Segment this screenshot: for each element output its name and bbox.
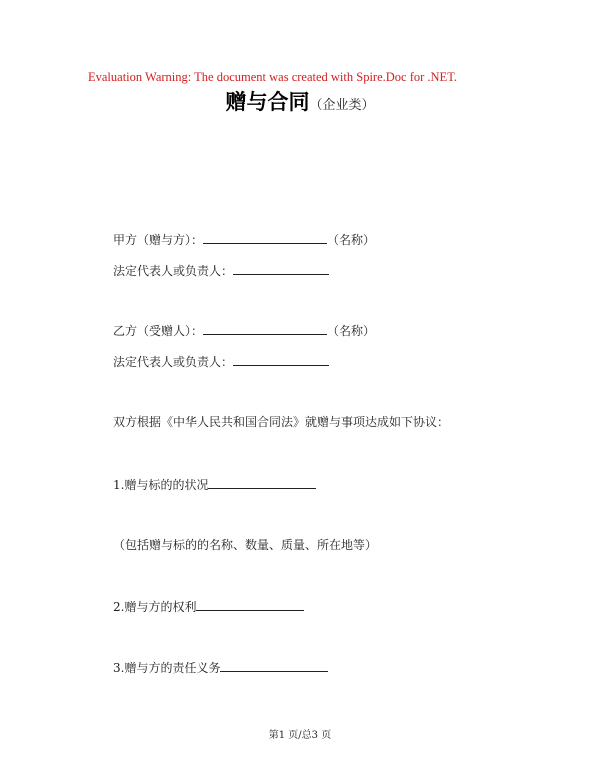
clause-2-label: 2.赠与方的权利 [113, 600, 197, 614]
party-b-label: 乙方（受赠人）： [113, 324, 204, 338]
party-b-rep-label: 法定代表人或负责人： [113, 355, 234, 369]
clause-1-note: （包括赠与标的的名称、数量、质量、所在地等） [113, 538, 378, 552]
clause-2 [113, 598, 304, 615]
page-footer: 第1 页/总3 页 [268, 730, 332, 741]
clause-3-label: 3.赠与方的责任义务 [113, 661, 221, 675]
party-b-rep-line [113, 353, 329, 370]
party-a-line [113, 231, 375, 248]
party-a-rep-blank [233, 262, 329, 275]
agreement-intro: 双方根据《中华人民共和国合同法》就赠与事项达成如下协议： [113, 415, 450, 429]
party-b-suffix: （名称） [327, 324, 376, 338]
party-b-rep-blank [233, 353, 329, 366]
clause-3-blank [220, 659, 328, 672]
clause-3 [113, 659, 328, 676]
clause-2-blank [196, 598, 304, 611]
party-a-label: 甲方（赠与方）： [113, 233, 204, 247]
party-a-suffix: （名称） [327, 233, 376, 247]
title-main: 赠与合同 [225, 90, 310, 114]
clause-1 [113, 476, 316, 493]
title-subtitle: （企业类） [309, 98, 375, 113]
clause-1-label: 1.赠与标的的状况 [113, 478, 209, 492]
party-a-name-blank [203, 231, 327, 244]
party-b-line [113, 322, 375, 339]
clause-1-blank [208, 476, 316, 489]
evaluation-warning: Evaluation Warning: The document was created with Spire.Doc for .NET. [88, 70, 458, 84]
party-a-rep-label: 法定代表人或负责人： [113, 264, 234, 278]
party-b-name-blank [203, 322, 327, 335]
document-title [0, 86, 600, 116]
party-a-rep-line [113, 262, 329, 279]
